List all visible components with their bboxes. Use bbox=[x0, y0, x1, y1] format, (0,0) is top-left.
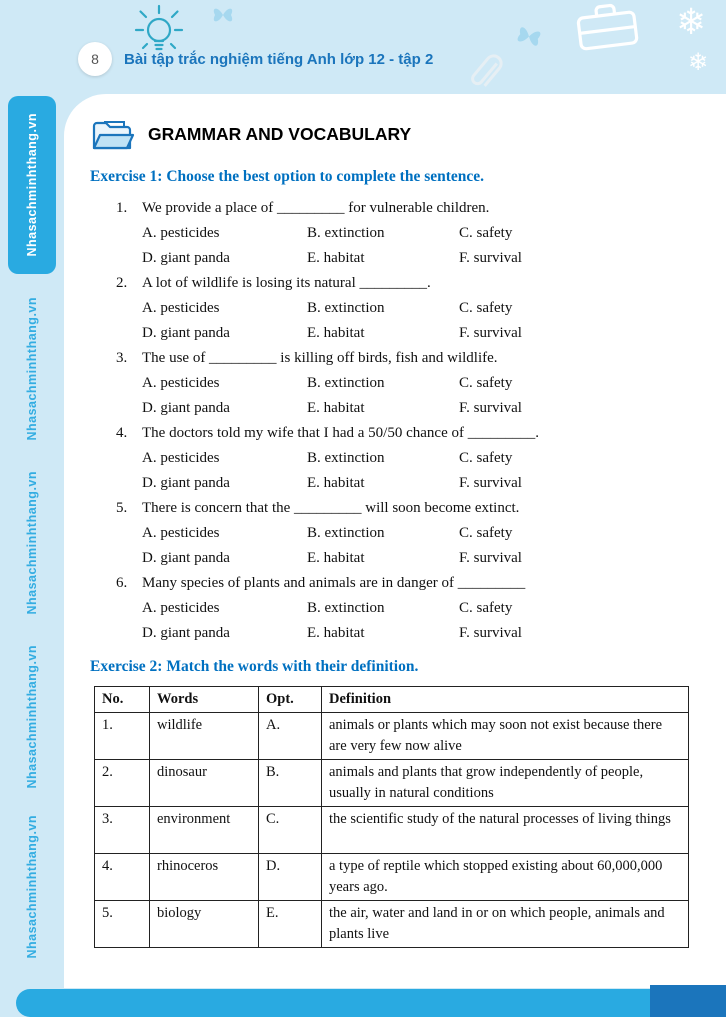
option-e: E. habitat bbox=[307, 625, 365, 641]
option-f: F. survival bbox=[459, 325, 522, 341]
option-d: D. giant panda bbox=[142, 625, 230, 641]
cell-opt: D. bbox=[259, 854, 322, 901]
watermark-text: Nhasachminhthang.vn bbox=[25, 645, 39, 789]
question bbox=[116, 496, 698, 571]
option-e: E. habitat bbox=[307, 250, 365, 266]
option-b: B. extinction bbox=[307, 300, 385, 316]
option-b: B. extinction bbox=[307, 600, 385, 616]
exercise2-title: Exercise 2: Match the words with their definition. bbox=[90, 658, 419, 675]
cell-definition: animals or plants which may soon not exist because there are very few now alive bbox=[322, 713, 689, 760]
sidebar-watermark-block bbox=[8, 96, 56, 274]
option-d: D. giant panda bbox=[142, 400, 230, 416]
question-number: 3. bbox=[116, 350, 128, 366]
question bbox=[116, 271, 698, 346]
sidebar-watermark bbox=[8, 284, 56, 454]
header-words: Words bbox=[150, 687, 259, 713]
cell-no: 4. bbox=[95, 854, 150, 901]
cell-no: 5. bbox=[95, 901, 150, 948]
page-number-badge bbox=[78, 42, 112, 76]
option-d: D. giant panda bbox=[142, 325, 230, 341]
cell-no: 3. bbox=[95, 807, 150, 854]
option-f: F. survival bbox=[459, 250, 522, 266]
cell-opt: A. bbox=[259, 713, 322, 760]
option-a: A. pesticides bbox=[142, 300, 220, 316]
sidebar-watermark bbox=[8, 458, 56, 628]
cell-no: 2. bbox=[95, 760, 150, 807]
question-text: Many species of plants and animals are in danger of _________ bbox=[142, 575, 526, 591]
content-panel bbox=[64, 94, 726, 988]
question bbox=[116, 346, 698, 421]
cell-word: biology bbox=[150, 901, 259, 948]
cell-definition: animals and plants that grow independently of people, usually in natural conditions bbox=[322, 760, 689, 807]
watermark-text: Nhasachminhthang.vn bbox=[25, 815, 39, 959]
matching-table bbox=[94, 686, 689, 948]
paperclip-icon bbox=[460, 46, 508, 97]
question bbox=[116, 571, 698, 646]
table-header-row bbox=[95, 687, 689, 713]
option-c: C. safety bbox=[459, 300, 513, 316]
question-number: 5. bbox=[116, 500, 128, 516]
sidebar-watermark bbox=[8, 632, 56, 802]
cell-word: rhinoceros bbox=[150, 854, 259, 901]
option-c: C. safety bbox=[459, 600, 513, 616]
butterfly-icon bbox=[511, 21, 546, 53]
option-f: F. survival bbox=[459, 625, 522, 641]
cell-word: dinosaur bbox=[150, 760, 259, 807]
header-definition: Definition bbox=[322, 687, 689, 713]
watermark-text: Nhasachminhthang.vn bbox=[25, 297, 39, 441]
question bbox=[116, 421, 698, 496]
option-b: B. extinction bbox=[307, 375, 385, 391]
table-row bbox=[95, 807, 689, 854]
table-row bbox=[95, 760, 689, 807]
butterfly-icon bbox=[210, 4, 236, 26]
table-row bbox=[95, 901, 689, 948]
option-a: A. pesticides bbox=[142, 525, 220, 541]
sidebar-watermark bbox=[8, 802, 56, 972]
cell-opt: E. bbox=[259, 901, 322, 948]
option-a: A. pesticides bbox=[142, 225, 220, 241]
cell-word: environment bbox=[150, 807, 259, 854]
question-number: 2. bbox=[116, 275, 128, 291]
option-f: F. survival bbox=[459, 400, 522, 416]
option-c: C. safety bbox=[459, 450, 513, 466]
option-e: E. habitat bbox=[307, 400, 365, 416]
option-f: F. survival bbox=[459, 475, 522, 491]
question-number: 6. bbox=[116, 575, 128, 591]
exercise1-title: Exercise 1: Choose the best option to complete the sentence. bbox=[90, 168, 485, 185]
table-row bbox=[95, 854, 689, 901]
option-b: B. extinction bbox=[307, 225, 385, 241]
bottom-corner-block bbox=[650, 985, 726, 1017]
option-c: C. safety bbox=[459, 375, 513, 391]
option-c: C. safety bbox=[459, 225, 513, 241]
option-e: E. habitat bbox=[307, 550, 365, 566]
option-e: E. habitat bbox=[307, 325, 365, 341]
option-b: B. extinction bbox=[307, 450, 385, 466]
snowflake-icon: ❄ bbox=[676, 2, 707, 43]
briefcase-icon bbox=[569, 0, 645, 56]
option-a: A. pesticides bbox=[142, 600, 220, 616]
option-d: D. giant panda bbox=[142, 250, 230, 266]
cell-no: 1. bbox=[95, 713, 150, 760]
exercise1-questions bbox=[116, 196, 698, 646]
section-title: GRAMMAR AND VOCABULARY bbox=[148, 123, 412, 144]
snowflake-icon: ❄ bbox=[688, 48, 709, 76]
cell-definition: the air, water and land in or on which people, animals and plants live bbox=[322, 901, 689, 948]
option-e: E. habitat bbox=[307, 475, 365, 491]
page-number: 8 bbox=[91, 51, 99, 67]
section-heading bbox=[90, 116, 698, 152]
watermark-text: Nhasachminhthang.vn bbox=[25, 113, 39, 257]
question-number: 1. bbox=[116, 200, 128, 216]
question-text: There is concern that the _________ will soon become extinct. bbox=[142, 500, 520, 516]
question-text: The doctors told my wife that I had a 50/50 chance of _________. bbox=[142, 425, 539, 441]
bottom-bar bbox=[16, 989, 726, 1017]
cell-word: wildlife bbox=[150, 713, 259, 760]
option-b: B. extinction bbox=[307, 525, 385, 541]
question bbox=[116, 196, 698, 271]
header-no: No. bbox=[95, 687, 150, 713]
cell-opt: C. bbox=[259, 807, 322, 854]
book-title: Bài tập trắc nghiệm tiếng Anh lớp 12 - tập 2 bbox=[124, 51, 434, 68]
table-row bbox=[95, 713, 689, 760]
cell-definition: the scientific study of the natural processes of living things bbox=[322, 807, 689, 854]
option-d: D. giant panda bbox=[142, 550, 230, 566]
option-a: A. pesticides bbox=[142, 450, 220, 466]
cell-opt: B. bbox=[259, 760, 322, 807]
folder-icon bbox=[90, 116, 136, 152]
header-opt: Opt. bbox=[259, 687, 322, 713]
question-text: The use of _________ is killing off birds, fish and wildlife. bbox=[142, 350, 498, 366]
option-d: D. giant panda bbox=[142, 475, 230, 491]
option-c: C. safety bbox=[459, 525, 513, 541]
question-number: 4. bbox=[116, 425, 128, 441]
option-f: F. survival bbox=[459, 550, 522, 566]
cell-definition: a type of reptile which stopped existing about 60,000,000 years ago. bbox=[322, 854, 689, 901]
watermark-text: Nhasachminhthang.vn bbox=[25, 471, 39, 615]
option-a: A. pesticides bbox=[142, 375, 220, 391]
question-text: A lot of wildlife is losing its natural _________. bbox=[142, 275, 431, 291]
question-text: We provide a place of _________ for vulnerable children. bbox=[142, 200, 490, 216]
